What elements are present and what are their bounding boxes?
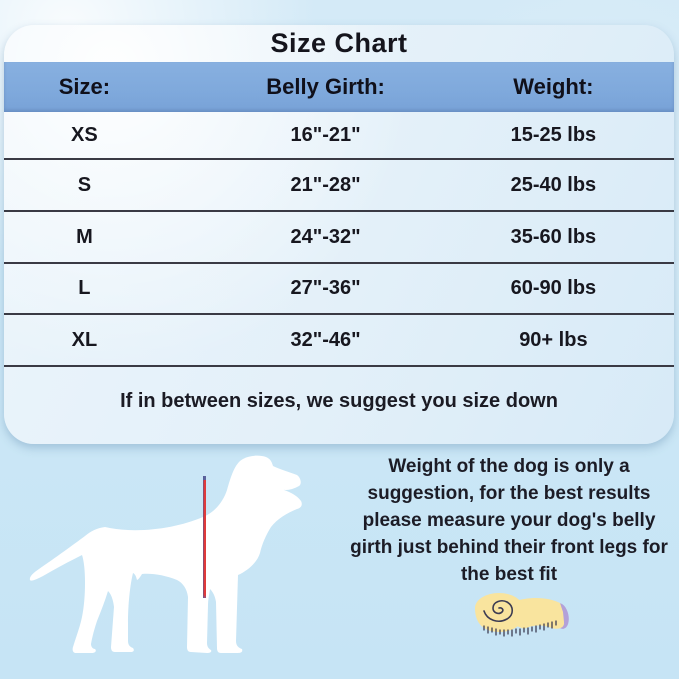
- weight-value: 35-60 lbs: [510, 225, 597, 248]
- girth-value: 16"-21": [290, 123, 361, 146]
- note-line: girth just behind their front legs for: [350, 537, 668, 558]
- girth-value: 21"-28": [290, 173, 361, 196]
- size-value: L: [78, 277, 91, 299]
- weight-value: 60-90 lbs: [510, 277, 597, 299]
- girth-measure-line: [203, 476, 206, 598]
- note-line: please measure your dog's belly: [362, 510, 656, 531]
- measuring-tape-icon: [472, 588, 572, 642]
- table-row-xl: [4, 315, 674, 367]
- column-header-weight: Weight:: [513, 74, 594, 99]
- weight-value: 90+ lbs: [519, 328, 588, 351]
- size-chart-card: [4, 25, 674, 444]
- dog-silhouette-icon: [25, 445, 325, 675]
- size-value: S: [77, 173, 92, 196]
- table-header-row: [4, 62, 674, 112]
- note-line: the best fit: [460, 564, 558, 585]
- size-value: XL: [71, 328, 98, 351]
- girth-value: 27"-36": [290, 277, 361, 299]
- weight-value: 25-40 lbs: [510, 173, 597, 196]
- size-value: M: [76, 225, 93, 248]
- weight-value: 15-25 lbs: [510, 123, 597, 146]
- column-header-belly-girth: Belly Girth:: [266, 74, 385, 99]
- girth-value: 24"-32": [290, 225, 361, 248]
- table-row-xs: [4, 112, 674, 160]
- page-title: Size Chart: [270, 28, 408, 58]
- table-row-m: [4, 212, 674, 264]
- measurement-note: [348, 453, 670, 588]
- table-row-l: [4, 264, 674, 315]
- note-line: suggestion, for the best results: [367, 483, 651, 504]
- note-line: Weight of the dog is only a: [388, 456, 630, 477]
- column-header-size: Size:: [58, 74, 111, 99]
- size-value: XS: [71, 123, 98, 146]
- girth-value: 32"-46": [290, 328, 361, 351]
- table-row-s: [4, 160, 674, 212]
- size-down-note: If in between sizes, we suggest you size down: [120, 390, 558, 412]
